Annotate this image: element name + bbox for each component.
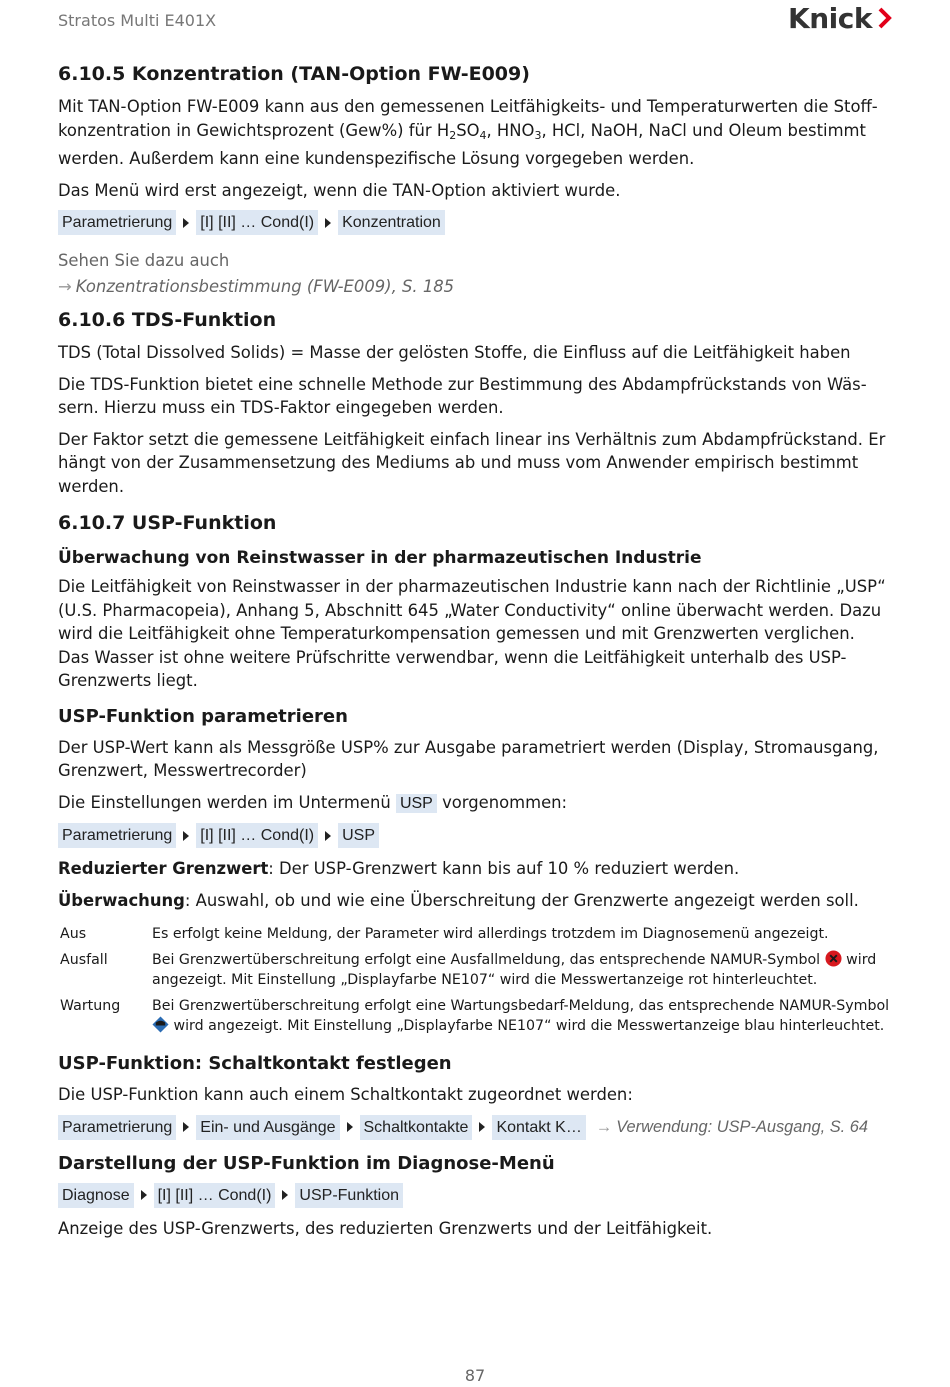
- option-text: Bei Grenzwertüberschreitung erfolgt eine Ausfallmeldung, das entsprechende NAMUR-Symbol wird angezeigt. Mit Einstellung „Displayfarbe NE107“ wird die Messwertanzeige rot hinterleuchtet.: [152, 952, 877, 988]
- namur-failure-icon: [825, 950, 842, 967]
- brand-logo: [788, 2, 892, 34]
- menu-item[interactable]: Diagnose: [58, 1183, 134, 1208]
- table-row: [58, 950, 890, 996]
- menu-item[interactable]: [I] [II] … Cond(I): [196, 210, 318, 235]
- menu-item[interactable]: Schaltkontakte: [360, 1115, 473, 1140]
- arrow-right-icon: →: [58, 276, 72, 296]
- section-heading-concentration: 6.10.5 Konzentration (TAN-Option FW-E009): [58, 63, 530, 85]
- menu-arrow-icon: [282, 1190, 288, 1200]
- menu-item[interactable]: USP: [338, 823, 379, 848]
- section-heading-tds: 6.10.6 TDS-Funktion: [58, 309, 277, 331]
- menu-item[interactable]: [I] [II] … Cond(I): [154, 1183, 276, 1208]
- menu-arrow-icon: [183, 1122, 189, 1132]
- subsection-heading: Darstellung der USP-Funktion im Diagnose-Menü: [58, 1152, 555, 1174]
- option-key: Ausfall: [60, 952, 108, 968]
- section-heading-usp: 6.10.7 USP-Funktion: [58, 512, 277, 534]
- cross-reference[interactable]: → Konzentrationsbestimmung (FW-E009), S. 185: [58, 276, 455, 296]
- menu-item[interactable]: Parametrierung: [58, 210, 176, 235]
- menu-arrow-icon: [479, 1122, 485, 1132]
- see-also-label: Sehen Sie dazu auch: [58, 251, 230, 270]
- subsection-heading: USP-Funktion parametrieren: [58, 705, 348, 727]
- menu-item[interactable]: USP-Funktion: [295, 1183, 403, 1208]
- paragraph: Die Einstellungen werden im Untermenü USP vorgenommen:: [58, 792, 568, 812]
- option-text: Bei Grenzwertüberschreitung erfolgt eine Wartungsbedarf-Meldung, das entsprechende NAMUR-Symbol wird angezeigt. Mit Einstellung „Displayfarbe NE107“ wird die Messwertanzeige blau hinterleuchtet.: [152, 998, 890, 1034]
- menu-item[interactable]: [I] [II] … Cond(I): [196, 823, 318, 848]
- paragraph: Die TDS-Funktion bietet eine schnelle Methode zur Bestimmung des Abdampfrückstands von Wässern. Hierzu muss ein TDS-Faktor eingegeben werden.: [58, 374, 867, 417]
- paragraph: Überwachung: Auswahl, ob und wie eine Überschreitung der Grenzwerte angezeigt werden soll.: [58, 890, 859, 910]
- paragraph: Die Leitfähigkeit von Reinstwasser in der pharmazeutischen Industrie kann nach der Richtlinie „USP“ (U.S. Pharmacopeia), Anhang 5, Abschnitt 645 „Water Conductivity“ online überwacht werden. Dazu wird die Leitfähigkeit ohne Temperaturkompensation gemessen und mit Grenzwerten verglichen. Das Wasser ist ohne weitere Prüfschritte verwendbar, wenn die Leitfähigkeit unterhalb des USP-Grenzwerts liegt.: [58, 577, 886, 690]
- table-row: [58, 996, 890, 1042]
- menu-arrow-icon: [347, 1122, 353, 1132]
- menu-arrow-icon: [141, 1190, 147, 1200]
- options-table: [58, 924, 890, 1042]
- option-key: Wartung: [60, 998, 121, 1014]
- chevron-right-icon: [878, 7, 892, 29]
- menu-arrow-icon: [183, 218, 189, 228]
- menu-item[interactable]: USP: [396, 794, 437, 813]
- option-text: Es erfolgt keine Meldung, der Parameter wird allerdings trotzdem im Diagnosemenü angezeigt.: [152, 926, 829, 942]
- menu-arrow-icon: [325, 218, 331, 228]
- paragraph: Reduzierter Grenzwert: Der USP-Grenzwert kann bis auf 10 % reduziert werden.: [58, 859, 740, 878]
- menu-arrow-icon: [325, 831, 331, 841]
- menu-path: [58, 1115, 890, 1140]
- paragraph: Anzeige des USP-Grenzwerts, des reduzierten Grenzwerts und der Leitfähigkeit.: [58, 1218, 713, 1238]
- namur-maintenance-icon: [152, 1016, 169, 1033]
- paragraph: Die USP-Funktion kann auch einem Schaltkontakt zugeordnet werden:: [58, 1085, 633, 1104]
- menu-item[interactable]: Ein- und Ausgänge: [196, 1115, 339, 1140]
- paragraph: TDS (Total Dissolved Solids) = Masse der gelösten Stoffe, die Einfluss auf die Leitfähigkeit haben: [58, 343, 851, 362]
- paragraph: Der Faktor setzt die gemessene Leitfähigkeit einfach linear ins Verhältnis zum Abdampfrückstand. Er hängt von der Zusammensetzung des Mediums ab und muss vom Anwender empirisch bestimmt werden.: [58, 429, 886, 496]
- menu-item[interactable]: Parametrierung: [58, 1115, 176, 1140]
- doc-title: Stratos Multi E401X: [58, 11, 217, 30]
- page-content: [58, 62, 890, 1248]
- paragraph: Der USP-Wert kann als Messgröße USP% zur Ausgabe parametriert werden (Display, Stromausgang, Grenzwert, Messwertrecorder): [58, 737, 879, 780]
- menu-path: [58, 1183, 890, 1208]
- paragraph: Mit TAN-Option FW-E009 kann aus den gemessenen Leitfähigkeits- und Temperaturwerten die Stoffkonzentration in Gewichtsprozent (Gew%) für $H_2SO_4$, $HNO_3$, HCl, NaOH, NaCl und Oleum bestimmt werden. Außerdem kann eine kundenspezifische Lösung vorgegeben werden.: [58, 97, 878, 168]
- menu-item[interactable]: Konzentration: [338, 210, 445, 235]
- subheading: Überwachung von Reinstwasser in der pharmazeutischen Industrie: [58, 548, 702, 568]
- menu-item[interactable]: Kontakt K…: [492, 1115, 585, 1140]
- brand-name: Knick: [788, 1, 872, 35]
- page-number: 87: [464, 1366, 486, 1385]
- arrow-right-icon: →: [595, 1117, 613, 1136]
- menu-path: [58, 823, 890, 848]
- cross-reference[interactable]: → Verwendung: USP-Ausgang, S. 64: [595, 1117, 869, 1136]
- subsection-heading: USP-Funktion: Schaltkontakt festlegen: [58, 1053, 452, 1074]
- menu-path: [58, 210, 890, 235]
- table-row: [58, 924, 890, 950]
- menu-arrow-icon: [183, 831, 189, 841]
- menu-item[interactable]: Parametrierung: [58, 823, 176, 848]
- paragraph: Das Menü wird erst angezeigt, wenn die TAN-Option aktiviert wurde.: [58, 180, 621, 200]
- option-key: Aus: [60, 926, 87, 942]
